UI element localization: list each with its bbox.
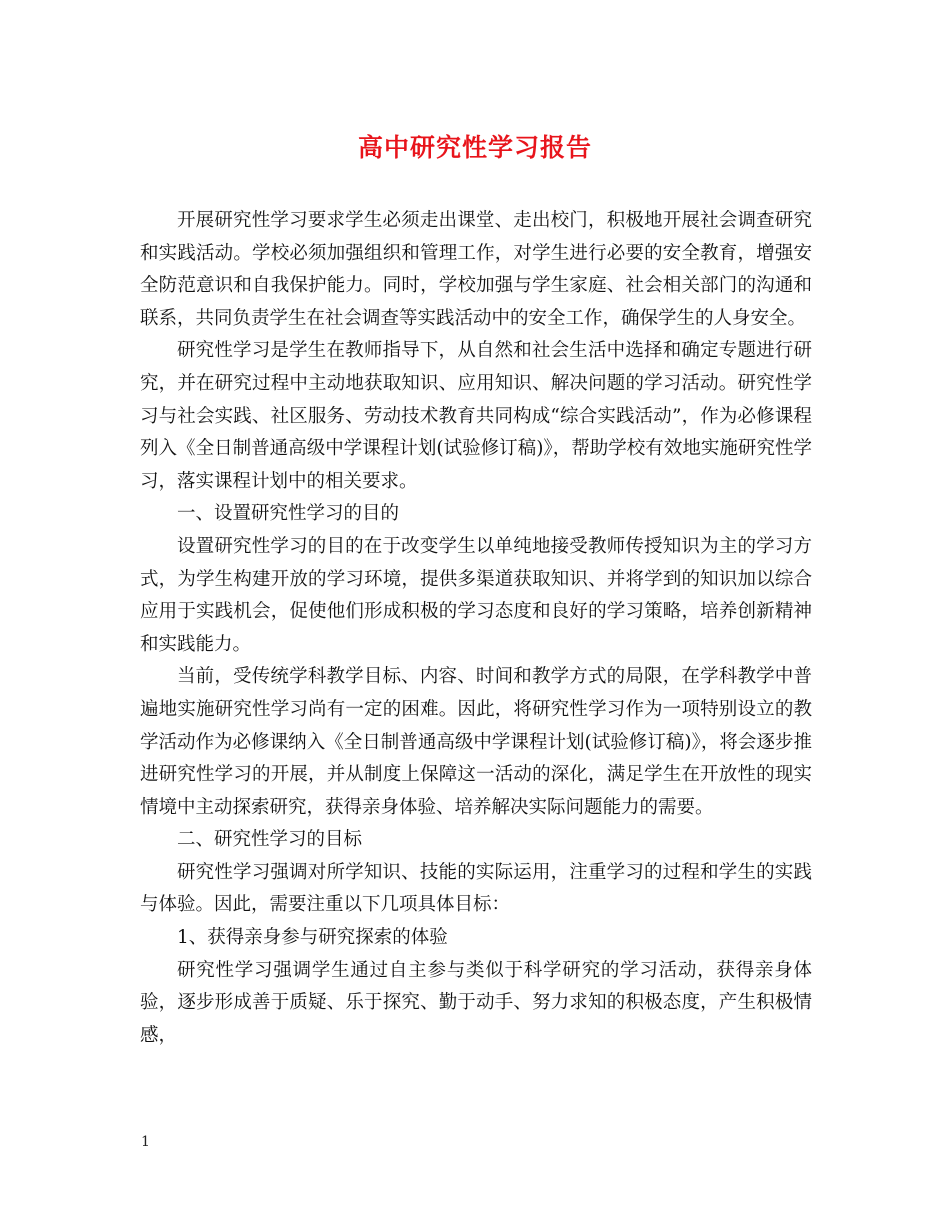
paragraph-current-situation: 当前，受传统学科教学目标、内容、时间和教学方式的局限，在学科教学中普遍地实施研究性学习尚有一定的困难。因此，将研究性学习作为一项特别设立的教学活动作为必修课纳入《全日制普通高级中学课程计划(试验修订稿)》，将会逐步推进研究性学习的开展，并从制度上保障这一活动的深化，满足学生在开放性的现实情境中主动探索研究，获得亲身体验、培养解决实际问题能力的需要。 [140,666,812,818]
section-heading-purpose: 一、设置研究性学习的目的 [177,503,400,525]
page-title: 高中研究性学习报告 [357,133,592,162]
paragraph-intro-safety: 开展研究性学习要求学生必须走出课堂、走出校门，积极地开展社会调查研究和实践活动。学校必须加强组织和管理工作，对学生进行必要的安全教育，增强安全防范意识和自我保护能力。同时，学校加强与学生家庭、社会相关部门的沟通和联系，共同负责学生在社会调查等实践活动中的安全工作，确保学生的人身安全。 [140,210,812,329]
paragraph-experience: 研究性学习强调学生通过自主参与类似于科学研究的学习活动，获得亲身体验，逐步形成善于质疑、乐于探究、勤于动手、努力求知的积极态度，产生积极情感， [140,959,812,1046]
section-heading-goals: 二、研究性学习的目标 [177,829,363,851]
paragraph-purpose: 设置研究性学习的目的在于改变学生以单纯地接受教师传授知识为主的学习方式，为学生构建开放的学习环境，提供多渠道获取知识、并将学到的知识加以综合应用于实践机会，促使他们形成积极的学习态度和良好的学习策略，培养创新精神和实践能力。 [140,535,812,655]
document-body [140,205,812,1052]
page-number: 1 [141,1134,150,1150]
paragraph-definition: 研究性学习是学生在教师指导下，从自然和社会生活中选择和确定专题进行研究，并在研究过程中主动地获取知识、应用知识、解决问题的学习活动。研究性学习与社会实践、社区服务、劳动技术教育共同构成“综合实践活动”，作为必修课程列入《全日制普通高级中学课程计划(试验修订稿)》，帮助学校有效地实施研究性学习，落实课程计划中的相关要求。 [140,340,812,492]
subsection-heading-experience: 1、获得亲身参与研究探索的体验 [177,927,448,949]
paragraph-goals: 研究性学习强调对所学知识、技能的实际运用，注重学习的过程和学生的实践与体验。因此，需要注重以下几项具体目标： [140,861,812,916]
